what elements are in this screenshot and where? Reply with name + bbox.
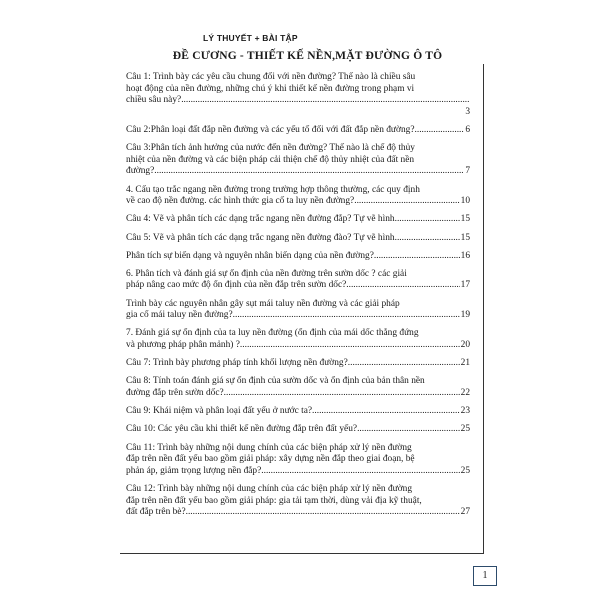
toc-entry-text: Câu 1: Trình bày các yêu cầu chung đối với nền đường? Thế nào là chiều sâu [126, 72, 416, 82]
page-frame-right-border [483, 64, 484, 554]
toc-leader-dots [312, 406, 460, 418]
toc-entry-text: Câu 12: Trình bày những nội dung chính của các biện pháp xử lý nền đường [126, 483, 413, 494]
toc-entry[interactable] [126, 269, 470, 292]
subject-label: LÝ THUYẾT + BÀI TẬP [203, 33, 298, 43]
toc-entry-text: chiều sâu này? [126, 95, 182, 106]
toc-entry-text: Câu 10: Các yêu cầu khi thiết kế nền đường đắp trên đất yếu? [126, 424, 358, 435]
toc-page-number: 15 [460, 232, 470, 243]
toc-entry[interactable] [126, 406, 470, 418]
toc-entry[interactable] [126, 125, 470, 137]
toc-page-number: 27 [460, 507, 470, 518]
toc-entry-text: đường? [126, 166, 155, 177]
toc-entry[interactable] [126, 299, 470, 322]
toc-leader-dots [395, 233, 460, 245]
toc-leader-dots [240, 340, 460, 352]
toc-entry[interactable] [126, 214, 470, 226]
toc-leader-dots [186, 507, 460, 519]
toc-entry[interactable] [126, 233, 470, 245]
page-number-box: 1 [473, 566, 497, 586]
toc-entry[interactable] [126, 443, 470, 478]
toc-leader-dots [233, 310, 460, 322]
toc-entry[interactable] [126, 376, 470, 399]
toc-entry-text: Câu 5: Vẽ và phân tích các dạng trắc ngang nền đường đào? Tự vẽ hình [126, 232, 395, 243]
toc-page-number: 25 [460, 424, 470, 435]
toc-entry[interactable] [126, 143, 470, 178]
toc-entry-text: đất đắp trên bè? [126, 507, 186, 518]
toc-page-number: 7 [465, 166, 470, 177]
toc-leader-dots [346, 280, 459, 292]
toc-page-number: 6 [465, 124, 470, 135]
toc-entry-text: 6. Phân tích và đánh giá sự ổn định của nền đường trên sườn dốc ? các giải [126, 268, 407, 279]
toc-entry-text: 4. Cấu tạo trắc ngang nền đường trong trường hợp thông thường, các quy định [126, 184, 420, 195]
toc-leader-dots [261, 466, 459, 478]
toc-entry-text: đắp trên nền đất yếu bao gồm giải pháp: gia tải tạm thời, dùng vải địa kỹ thuật, [126, 495, 422, 506]
toc-entry-text: Câu 7: Trình bày phương pháp tính khối lượng nền đường? [126, 358, 348, 369]
toc-entry[interactable] [126, 185, 470, 208]
toc-entry[interactable] [126, 251, 470, 263]
toc-entry-text: đắp trên nền đất yếu bao gồm giải pháp: xây dựng nền đắp theo giai đoạn, bệ [126, 454, 415, 465]
toc-entry[interactable] [126, 72, 470, 118]
toc-leader-dots [395, 214, 460, 226]
toc-entry-text: về cao độ nền đường. các hình thức gia cố ta luy nền đường? [126, 196, 355, 207]
toc-entry-text: Trình bày các nguyên nhân gây sụt mái taluy nền đường và các giải pháp [126, 298, 400, 309]
toc-leader-dots [354, 196, 459, 208]
toc-leader-dots [181, 95, 470, 107]
toc-entry[interactable] [126, 328, 470, 351]
toc-page-number: 16 [460, 250, 470, 261]
toc-page-number: 25 [460, 465, 470, 476]
toc-page-number: 17 [460, 280, 470, 291]
toc-page-number: 10 [460, 196, 470, 207]
toc-entry-text: và phương pháp phân mảnh) ? [126, 340, 240, 351]
toc-leader-dots [415, 125, 465, 137]
toc-entry-text: Câu 11: Trình bày những nội dung chính của các biện pháp xử lý nền đường [126, 442, 412, 453]
page-frame-bottom-border [120, 553, 483, 554]
toc-leader-dots [154, 166, 464, 178]
toc-entry-text: 7. Đánh giá sự ổn định của ta luy nền đường (ổn định của mái dốc thẳng đứng [126, 328, 419, 339]
toc-entry-text: Phân tích sự biến dạng và nguyên nhân biến dạng của nền đường? [126, 250, 374, 261]
page-title: ĐỀ CƯƠNG - THIẾT KẾ NỀN,MẶT ĐƯỜNG Ô TÔ [172, 50, 443, 62]
table-of-contents [126, 72, 470, 525]
toc-entry[interactable] [126, 484, 470, 519]
toc-entry-text: Câu 4: Vẽ và phân tích các dạng trắc ngang nền đường đắp? Tự vẽ hình [126, 214, 395, 225]
toc-entry-text: Câu 9: Khái niệm và phân loại đất yếu ở nước ta? [126, 406, 313, 417]
toc-entry-text: hoạt động của nền đường, những chú ý khi thiết kế nền đường trong phạm vi [126, 83, 415, 94]
toc-page-number: 20 [460, 340, 470, 351]
toc-entry[interactable] [126, 424, 470, 436]
toc-entry-text: Câu 3:Phân tích ảnh hưởng của nước đến nền đường? Thế nào là chế độ thủy [126, 143, 415, 154]
toc-entry[interactable] [126, 358, 470, 370]
toc-leader-dots [348, 358, 460, 370]
toc-entry-text: Câu 8: Tính toán đánh giá sự ổn định của sườn dốc và ổn định của bản thân nền [126, 376, 425, 387]
toc-leader-dots [374, 251, 460, 263]
toc-page-number: 21 [460, 358, 470, 369]
toc-entry-text: pháp nâng cao mức độ ổn định của nền đắp trên sườn dốc? [126, 280, 347, 291]
toc-page-number: 22 [460, 388, 470, 398]
toc-leader-dots [224, 388, 460, 400]
toc-entry-text: đường đắp trên sườn dốc? [126, 388, 224, 398]
toc-page-number: 23 [460, 406, 470, 417]
toc-entry-text: nhiệt của nền đường và các biện pháp cải thiện chế độ thủy nhiệt của đất nền [126, 154, 415, 165]
toc-leader-dots [357, 424, 460, 436]
toc-entry-text: phản áp, giảm trọng lượng nền đắp? [126, 465, 262, 476]
toc-entry-text: gia cố mái taluy nền đường? [126, 310, 233, 321]
toc-entry-text: Câu 2:Phân loại đất đắp nền đường và các yếu tố đối với đất đắp nền đường? [126, 124, 415, 135]
toc-page-number: 3 [465, 106, 470, 117]
toc-page-number: 19 [460, 310, 470, 321]
toc-page-number: 15 [460, 214, 470, 225]
